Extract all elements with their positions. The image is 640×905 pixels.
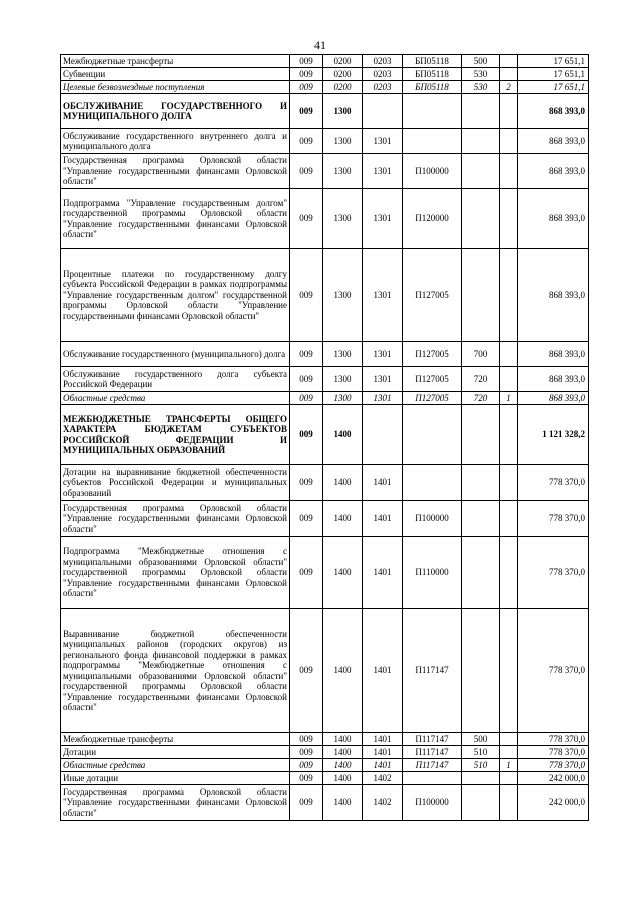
row-sum-cell: 778 370,0 <box>518 733 589 746</box>
table-row <box>61 392 589 405</box>
row-grbs-cell: 009 <box>290 81 323 94</box>
row-expense-type-cell: 510 <box>462 746 500 759</box>
row-expense-type-cell <box>462 189 500 249</box>
row-kosgu-cell <box>500 785 518 821</box>
row-target-article-cell <box>403 465 462 501</box>
row-kosgu-cell <box>500 537 518 609</box>
row-target-article-cell: П127005 <box>403 249 462 342</box>
row-grbs-cell: 009 <box>290 609 323 733</box>
row-expense-type-cell <box>462 405 500 465</box>
row-subsection-cell: 1402 <box>363 772 403 785</box>
row-expense-type-cell <box>462 609 500 733</box>
row-name-cell: Подпрограмма "Управление государственным долгом" государственной программы Орловской области "Управление государственными финансами Орловской области" <box>61 189 290 249</box>
row-expense-type-cell <box>462 465 500 501</box>
table-body <box>61 55 589 821</box>
row-sum-cell: 778 370,0 <box>518 759 589 772</box>
row-sum-cell: 778 370,0 <box>518 537 589 609</box>
table-row <box>61 609 589 733</box>
row-grbs-cell: 009 <box>290 772 323 785</box>
row-kosgu-cell <box>500 154 518 189</box>
row-subsection-cell: 0203 <box>363 55 403 68</box>
row-name-cell: Целевые безвозмездные поступления <box>61 81 290 94</box>
table-row <box>61 537 589 609</box>
row-subsection-cell: 1401 <box>363 746 403 759</box>
row-kosgu-cell: 1 <box>500 759 518 772</box>
row-target-article-cell: БП05118 <box>403 81 462 94</box>
row-kosgu-cell <box>500 733 518 746</box>
row-target-article-cell: БП05118 <box>403 55 462 68</box>
row-grbs-cell: 009 <box>290 501 323 537</box>
table-row <box>61 129 589 154</box>
page-number: 41 <box>314 38 326 52</box>
row-kosgu-cell <box>500 367 518 392</box>
row-target-article-cell: П100000 <box>403 785 462 821</box>
row-section-cell: 1400 <box>323 772 363 785</box>
row-target-article-cell: П127005 <box>403 342 462 367</box>
row-target-article-cell <box>403 94 462 129</box>
row-subsection-cell: 1301 <box>363 367 403 392</box>
row-expense-type-cell <box>462 94 500 129</box>
row-kosgu-cell <box>500 772 518 785</box>
row-subsection-cell: 1401 <box>363 537 403 609</box>
row-name-cell: Областные средства <box>61 759 290 772</box>
row-section-cell: 1300 <box>323 367 363 392</box>
row-expense-type-cell: 720 <box>462 367 500 392</box>
row-name-cell: Областные средства <box>61 392 290 405</box>
row-grbs-cell: 009 <box>290 392 323 405</box>
row-kosgu-cell <box>500 746 518 759</box>
row-section-cell: 1400 <box>323 405 363 465</box>
row-target-article-cell <box>403 405 462 465</box>
row-kosgu-cell: 2 <box>500 81 518 94</box>
row-sum-cell: 868 393,0 <box>518 189 589 249</box>
row-expense-type-cell <box>462 501 500 537</box>
row-section-cell: 1400 <box>323 785 363 821</box>
row-section-cell: 1400 <box>323 746 363 759</box>
budget-table <box>60 54 589 821</box>
row-subsection-cell: 1301 <box>363 129 403 154</box>
row-sum-cell: 17 651,1 <box>518 81 589 94</box>
row-sum-cell: 242 000,0 <box>518 785 589 821</box>
row-target-article-cell: П110000 <box>403 537 462 609</box>
row-subsection-cell: 1301 <box>363 249 403 342</box>
row-sum-cell: 17 651,1 <box>518 55 589 68</box>
row-name-cell: Выравнивание бюджетной обеспеченности муниципальных районов (городских округов) из регионального фонда финансовой поддержки в рамках подпрограммы "Межбюджетные отношения с муниципальными образованиями Орловской области" государственной программы Орловской области "Управление государственными финансами Орловской области" <box>61 609 290 733</box>
row-section-cell: 0200 <box>323 55 363 68</box>
row-section-cell: 1300 <box>323 154 363 189</box>
table-row <box>61 746 589 759</box>
row-target-article-cell <box>403 772 462 785</box>
table-row <box>61 189 589 249</box>
row-kosgu-cell <box>500 94 518 129</box>
row-grbs-cell: 009 <box>290 759 323 772</box>
row-grbs-cell: 009 <box>290 342 323 367</box>
row-target-article-cell: П117147 <box>403 759 462 772</box>
row-subsection-cell: 1401 <box>363 759 403 772</box>
row-expense-type-cell: 530 <box>462 81 500 94</box>
row-subsection-cell: 1301 <box>363 189 403 249</box>
table-row <box>61 94 589 129</box>
row-sum-cell: 868 393,0 <box>518 249 589 342</box>
row-target-article-cell: П100000 <box>403 154 462 189</box>
row-subsection-cell: 1401 <box>363 501 403 537</box>
row-sum-cell: 868 393,0 <box>518 94 589 129</box>
row-subsection-cell: 1301 <box>363 392 403 405</box>
row-grbs-cell: 009 <box>290 537 323 609</box>
row-target-article-cell: БП05118 <box>403 68 462 81</box>
row-section-cell: 1300 <box>323 94 363 129</box>
row-grbs-cell: 009 <box>290 746 323 759</box>
row-name-cell: Межбюджетные трансферты <box>61 55 290 68</box>
row-grbs-cell: 009 <box>290 405 323 465</box>
row-section-cell: 1300 <box>323 189 363 249</box>
row-target-article-cell: П127005 <box>403 367 462 392</box>
row-name-cell: МЕЖБЮДЖЕТНЫЕ ТРАНСФЕРТЫ ОБЩЕГО ХАРАКТЕРА БЮДЖЕТАМ СУБЪЕКТОВ РОССИЙСКОЙ ФЕДЕРАЦИИ И МУНИЦИПАЛЬНЫХ ОБРАЗОВАНИЙ <box>61 405 290 465</box>
row-name-cell: Иные дотации <box>61 772 290 785</box>
row-section-cell: 0200 <box>323 81 363 94</box>
row-kosgu-cell <box>500 405 518 465</box>
row-name-cell: Обслуживание государственного (муниципального) долга <box>61 342 290 367</box>
row-sum-cell: 868 393,0 <box>518 154 589 189</box>
row-expense-type-cell: 700 <box>462 342 500 367</box>
row-expense-type-cell <box>462 772 500 785</box>
row-sum-cell: 868 393,0 <box>518 392 589 405</box>
row-subsection-cell: 1301 <box>363 342 403 367</box>
row-target-article-cell: П117147 <box>403 609 462 733</box>
table-row <box>61 785 589 821</box>
row-expense-type-cell: 530 <box>462 68 500 81</box>
table-row <box>61 55 589 68</box>
row-section-cell: 1300 <box>323 342 363 367</box>
row-subsection-cell: 0203 <box>363 81 403 94</box>
row-grbs-cell: 009 <box>290 465 323 501</box>
row-subsection-cell: 1402 <box>363 785 403 821</box>
row-sum-cell: 868 393,0 <box>518 342 589 367</box>
row-section-cell: 1400 <box>323 759 363 772</box>
row-expense-type-cell <box>462 249 500 342</box>
row-name-cell: Дотации на выравнивание бюджетной обеспеченности субъектов Российской Федерации и муниципальных образований <box>61 465 290 501</box>
row-kosgu-cell <box>500 55 518 68</box>
row-section-cell: 1400 <box>323 537 363 609</box>
table-row <box>61 367 589 392</box>
row-section-cell: 1400 <box>323 733 363 746</box>
row-target-article-cell: П120000 <box>403 189 462 249</box>
row-sum-cell: 242 000,0 <box>518 772 589 785</box>
row-kosgu-cell <box>500 342 518 367</box>
row-sum-cell: 778 370,0 <box>518 465 589 501</box>
row-expense-type-cell: 510 <box>462 759 500 772</box>
row-kosgu-cell <box>500 68 518 81</box>
row-kosgu-cell <box>500 465 518 501</box>
row-sum-cell: 778 370,0 <box>518 609 589 733</box>
table-row <box>61 772 589 785</box>
table-row <box>61 81 589 94</box>
row-expense-type-cell: 500 <box>462 733 500 746</box>
row-kosgu-cell <box>500 129 518 154</box>
row-subsection-cell: 1401 <box>363 465 403 501</box>
row-section-cell: 1300 <box>323 392 363 405</box>
table-row <box>61 342 589 367</box>
row-sum-cell: 868 393,0 <box>518 367 589 392</box>
row-name-cell: Обслуживание государственного внутреннего долга и муниципального долга <box>61 129 290 154</box>
row-name-cell: Государственная программа Орловской области "Управление государственными финансами Орловской области" <box>61 501 290 537</box>
row-section-cell: 1300 <box>323 249 363 342</box>
table-row <box>61 68 589 81</box>
row-sum-cell: 778 370,0 <box>518 501 589 537</box>
row-name-cell: Обслуживание государственного долга субъекта Российской Федерации <box>61 367 290 392</box>
row-name-cell: Процентные платежи по государственному долгу субъекта Российской Федерации в рамках подпрограммы "Управление государственным долгом" государственной программы Орловской области "Управление государственными финансами Орловской области" <box>61 249 290 342</box>
row-subsection-cell: 1401 <box>363 609 403 733</box>
table-row <box>61 733 589 746</box>
row-expense-type-cell <box>462 154 500 189</box>
row-kosgu-cell <box>500 501 518 537</box>
row-name-cell: Межбюджетные трансферты <box>61 733 290 746</box>
row-sum-cell: 1 121 328,2 <box>518 405 589 465</box>
row-name-cell: Дотации <box>61 746 290 759</box>
row-grbs-cell: 009 <box>290 68 323 81</box>
row-grbs-cell: 009 <box>290 129 323 154</box>
row-subsection-cell: 0203 <box>363 68 403 81</box>
row-section-cell: 1400 <box>323 465 363 501</box>
row-target-article-cell <box>403 129 462 154</box>
row-grbs-cell: 009 <box>290 733 323 746</box>
row-subsection-cell: 1301 <box>363 154 403 189</box>
row-target-article-cell: П117147 <box>403 733 462 746</box>
row-name-cell: Подпрограмма "Межбюджетные отношения с муниципальными образованиями Орловской области" государственной программы Орловской области "Управление государственными финансами Орловской области" <box>61 537 290 609</box>
row-subsection-cell <box>363 405 403 465</box>
row-grbs-cell: 009 <box>290 189 323 249</box>
row-section-cell: 1300 <box>323 129 363 154</box>
row-section-cell: 1400 <box>323 501 363 537</box>
row-expense-type-cell: 500 <box>462 55 500 68</box>
row-name-cell: Государственная программа Орловской области "Управление государственными финансами Орловской области" <box>61 785 290 821</box>
row-grbs-cell: 009 <box>290 249 323 342</box>
row-sum-cell: 778 370,0 <box>518 746 589 759</box>
row-sum-cell: 868 393,0 <box>518 129 589 154</box>
table-row <box>61 249 589 342</box>
row-grbs-cell: 009 <box>290 55 323 68</box>
row-name-cell: ОБСЛУЖИВАНИЕ ГОСУДАРСТВЕННОГО И МУНИЦИПАЛЬНОГО ДОЛГА <box>61 94 290 129</box>
row-kosgu-cell <box>500 609 518 733</box>
row-subsection-cell <box>363 94 403 129</box>
row-sum-cell: 17 651,1 <box>518 68 589 81</box>
row-section-cell: 0200 <box>323 68 363 81</box>
table-row <box>61 501 589 537</box>
row-section-cell: 1400 <box>323 609 363 733</box>
row-expense-type-cell <box>462 537 500 609</box>
row-name-cell: Государственная программа Орловской области "Управление государственными финансами Орловской области" <box>61 154 290 189</box>
row-grbs-cell: 009 <box>290 785 323 821</box>
row-target-article-cell: П127005 <box>403 392 462 405</box>
row-target-article-cell: П117147 <box>403 746 462 759</box>
row-grbs-cell: 009 <box>290 367 323 392</box>
row-grbs-cell: 009 <box>290 154 323 189</box>
row-name-cell: Субвенции <box>61 68 290 81</box>
row-grbs-cell: 009 <box>290 94 323 129</box>
row-expense-type-cell: 720 <box>462 392 500 405</box>
row-expense-type-cell <box>462 129 500 154</box>
row-kosgu-cell: 1 <box>500 392 518 405</box>
row-subsection-cell: 1401 <box>363 733 403 746</box>
row-expense-type-cell <box>462 785 500 821</box>
table-row <box>61 465 589 501</box>
table-row <box>61 154 589 189</box>
row-kosgu-cell <box>500 189 518 249</box>
table-row <box>61 759 589 772</box>
row-target-article-cell: П100000 <box>403 501 462 537</box>
table-row <box>61 405 589 465</box>
row-kosgu-cell <box>500 249 518 342</box>
